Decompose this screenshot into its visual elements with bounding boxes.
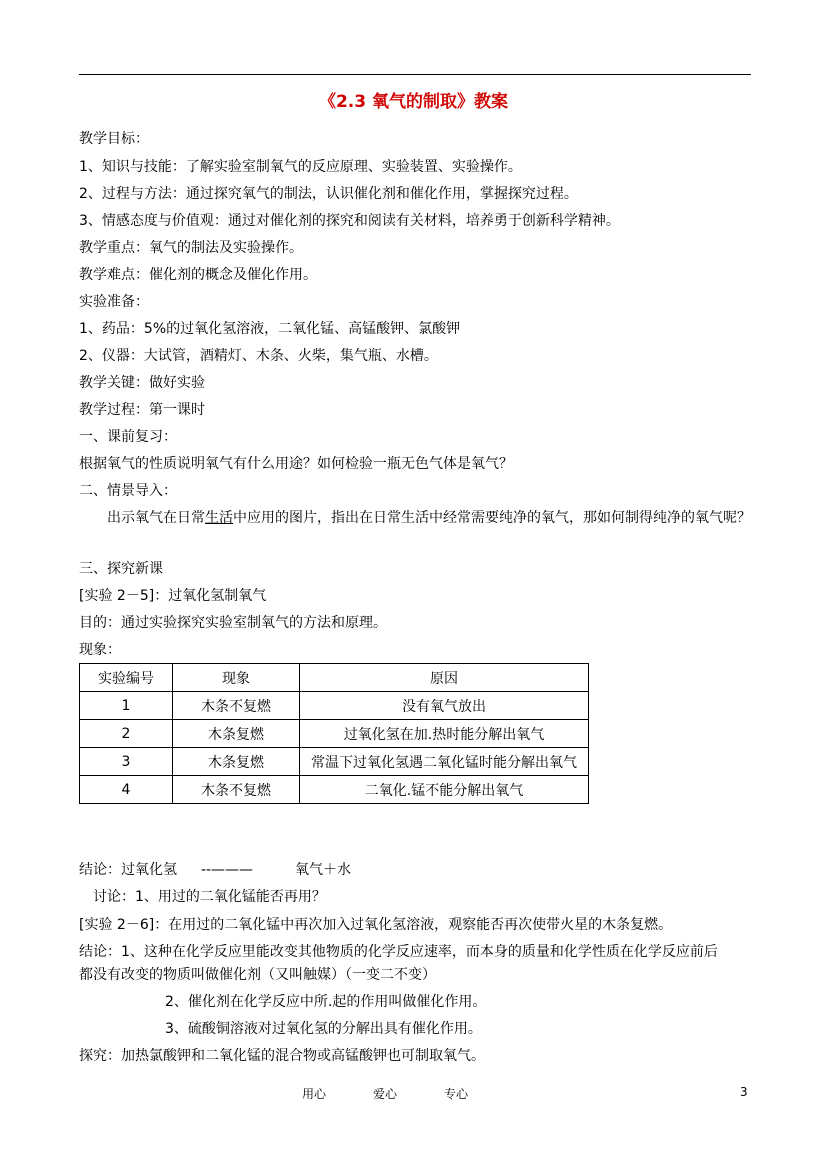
cell-phenomenon: 木条复燃 <box>173 720 300 748</box>
goal-2: 2、过程与方法：通过探究氧气的制法，认识催化剂和催化作用，掌握探究过程。 <box>79 186 578 202</box>
conclusion-1a: 结论：1、这种在化学反应里能改变其他物质的化学反应速率，而本身的质量和化学性质在化学反应前后 <box>79 944 718 960</box>
prep-instruments: 2、仪器：大试管，酒精灯、木条、火柴，集气瓶、水槽。 <box>79 348 438 364</box>
footer-motto-1: 用心 <box>302 1087 327 1101</box>
conclusion-equation: 结论：过氧化氢 --——— 氧气＋水 <box>79 862 351 878</box>
experiment-table <box>79 663 589 804</box>
teaching-key-point: 教学重点：氧气的制法及实验操作。 <box>79 240 303 256</box>
page-number: 3 <box>740 1085 748 1099</box>
cell-no: 4 <box>80 776 173 804</box>
section-new-lesson: 三、探究新课 <box>79 561 163 577</box>
header-rule <box>79 74 751 75</box>
cell-reason: 常温下过氧化氢遇二氧化锰时能分解出氧气 <box>300 748 589 776</box>
experiment-2-6: [实验 2－6]：在用过的二氧化锰中再次加入过氧化氢溶液，观察能否再次使带火星的木条复燃。 <box>79 917 673 933</box>
cell-phenomenon: 木条不复燃 <box>173 692 300 720</box>
teaching-difficulty: 教学难点：催化剂的概念及催化作用。 <box>79 267 317 283</box>
exploration: 探究：加热氯酸钾和二氧化锰的混合物或高锰酸钾也可制取氧气。 <box>79 1048 485 1064</box>
discussion: 讨论：1、用过的二氧化锰能否再用？ <box>93 889 326 905</box>
conclusion-2: 2、催化剂在化学反应中所.起的作用叫做催化作用。 <box>165 994 487 1010</box>
table-header-row <box>80 664 589 692</box>
header-phenomenon: 现象 <box>173 664 300 692</box>
cell-no: 2 <box>80 720 173 748</box>
prep-reagents: 1、药品：5%的过氧化氢溶液，二氧化锰、高锰酸钾、氯酸钾 <box>79 321 461 337</box>
section-review: 一、课前复习： <box>79 429 177 445</box>
underlined-word: 生活 <box>205 510 233 526</box>
goals-heading: 教学目标： <box>79 131 149 147</box>
table-row <box>80 776 589 804</box>
cell-reason: 没有氧气放出 <box>300 692 589 720</box>
cell-no: 3 <box>80 748 173 776</box>
cell-phenomenon: 木条不复燃 <box>173 776 300 804</box>
table-row <box>80 720 589 748</box>
header-experiment-no: 实验编号 <box>80 664 173 692</box>
intro-paragraph: 出示氧气在日常生活中应用的图片，指出在日常生活中经常需要纯净的氧气，那如何制得纯净的氧气呢？ <box>107 510 751 526</box>
goal-3: 3、情感态度与价值观：通过对催化剂的探究和阅读有关材料，培养勇于创新科学精神。 <box>79 213 620 229</box>
table-row <box>80 692 589 720</box>
goal-1: 1、知识与技能：了解实验室制氧气的反应原理、实验装置、实验操作。 <box>79 159 522 175</box>
conclusion-3: 3、硫酸铜溶液对过氧化氢的分解出具有催化作用。 <box>165 1021 482 1037</box>
cell-phenomenon: 木条复燃 <box>173 748 300 776</box>
teaching-process: 教学过程：第一课时 <box>79 402 205 418</box>
footer-motto-3: 专心 <box>444 1087 469 1101</box>
experiment-2-5: [实验 2－5]：过氧化氢制氧气 <box>79 588 267 604</box>
review-question: 根据氧气的性质说明氧气有什么用途？如何检验一瓶无色气体是氧气？ <box>79 456 513 472</box>
header-reason: 原因 <box>300 664 589 692</box>
page-title: 《2.3 氧气的制取》教案 <box>318 92 509 112</box>
teaching-crux: 教学关键：做好实验 <box>79 375 205 391</box>
experiment-aim: 目的：通过实验探究实验室制氧气的方法和原理。 <box>79 615 387 631</box>
cell-no: 1 <box>80 692 173 720</box>
conclusion-1b: 都没有改变的物质叫做催化剂（又叫触媒）（一变二不变） <box>79 967 436 983</box>
cell-reason: 过氧化氢在加.热时能分解出氧气 <box>300 720 589 748</box>
phenomenon-label: 现象： <box>79 642 121 658</box>
prep-heading: 实验准备： <box>79 294 149 310</box>
table-row <box>80 748 589 776</box>
section-intro: 二、情景导入： <box>79 483 177 499</box>
footer-motto-2: 爱心 <box>373 1087 398 1101</box>
cell-reason: 二氧化.锰不能分解出氧气 <box>300 776 589 804</box>
